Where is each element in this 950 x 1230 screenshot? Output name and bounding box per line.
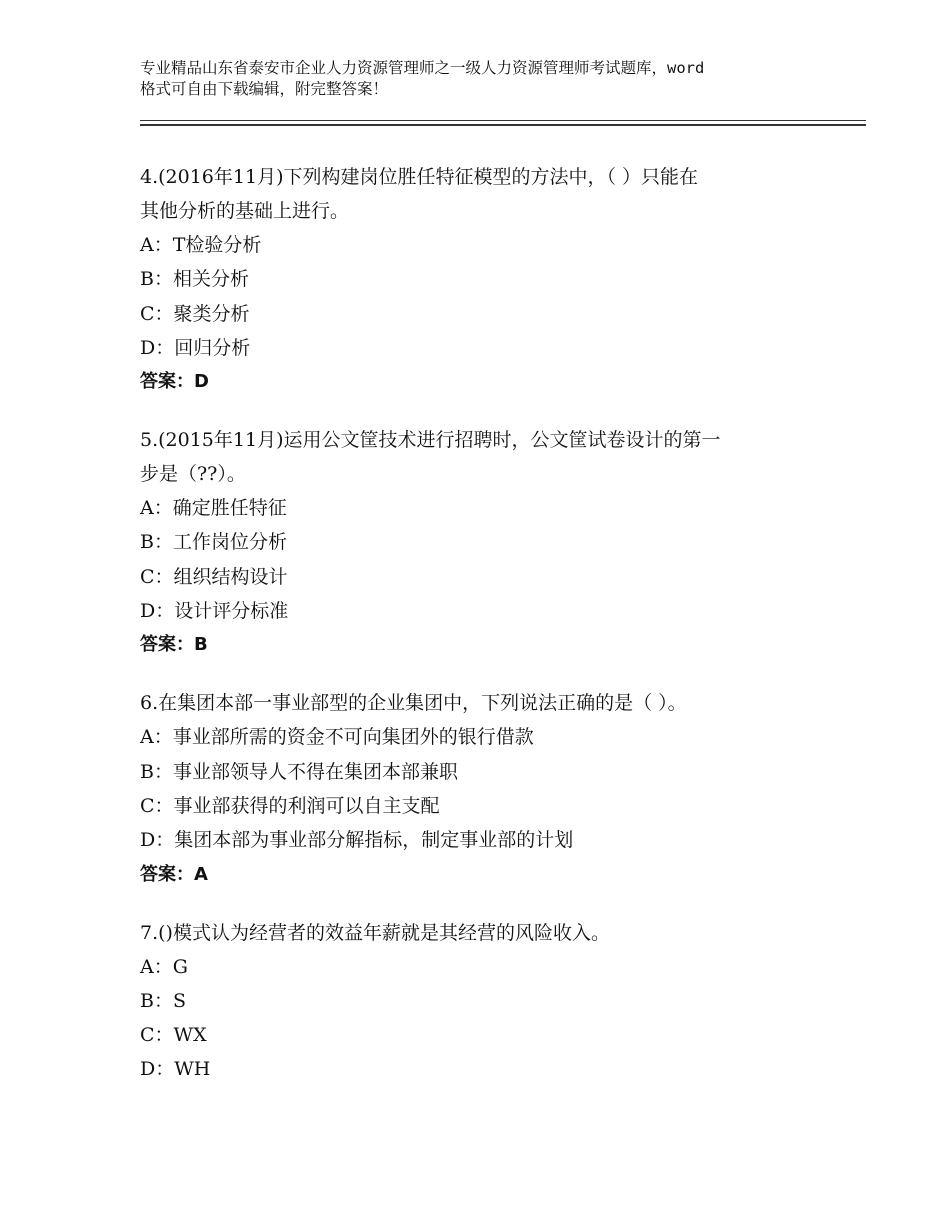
- question-stem: [140, 916, 830, 950]
- option-d: D：设计评分标准: [140, 600, 289, 623]
- stem-line: 其他分析的基础上进行。: [140, 200, 350, 222]
- stem-line: 步是（??）。: [140, 463, 246, 486]
- option-c: C：WX: [140, 1024, 207, 1047]
- header-title-line-1: 专业精品山东省泰安市企业人力资源管理师之一级人力资源管理师考试题库，word: [140, 59, 705, 77]
- answer-line: 答案：B: [140, 634, 208, 656]
- option-b: B：相关分析: [140, 268, 249, 291]
- question-4: [140, 160, 830, 399]
- question-list: [140, 160, 830, 1111]
- question-stem: [140, 160, 830, 228]
- option-c: C：组织结构设计: [140, 565, 288, 588]
- header-divider: [140, 120, 866, 126]
- stem-line: 7.()模式认为经营者的效益年薪就是其经营的风险收入。: [140, 921, 610, 944]
- stem-line: 5.(2015年11月)运用公文筐技术进行招聘时，公文筐试卷设计的第一: [140, 429, 721, 452]
- answer-line: 答案：A: [140, 863, 208, 885]
- question-stem: [140, 686, 830, 720]
- stem-line: 4.(2016年11月)下列构建岗位胜任特征模型的方法中，（ ）只能在: [140, 166, 699, 188]
- option-d: D：集团本部为事业部分解指标，制定事业部的计划: [140, 829, 574, 852]
- option-c: C：聚类分析: [140, 302, 250, 325]
- option-a: A：T检验分析: [140, 234, 262, 256]
- option-b: B：事业部领导人不得在集团本部兼职: [140, 760, 458, 783]
- question-7: [140, 916, 830, 1087]
- option-c: C：事业部获得的利润可以自主支配: [140, 794, 440, 817]
- question-stem: [140, 423, 830, 491]
- stem-line: 6.在集团本部一事业部型的企业集团中，下列说法正确的是（ ）。: [140, 692, 687, 715]
- option-d: D：WH: [140, 1058, 211, 1081]
- question-6: [140, 686, 830, 891]
- option-b: B：工作岗位分析: [140, 531, 287, 554]
- option-d: D：回归分析: [140, 336, 251, 359]
- question-5: [140, 423, 830, 662]
- option-a: A：事业部所需的资金不可向集团外的银行借款: [140, 726, 534, 749]
- header-title-line-2: 格式可自由下载编辑，附完整答案！: [140, 80, 389, 98]
- option-a: A：G: [140, 955, 188, 978]
- document-header: [140, 58, 860, 100]
- answer-line: 答案：D: [140, 371, 209, 393]
- option-b: B：S: [140, 989, 186, 1012]
- option-a: A：确定胜任特征: [140, 497, 287, 520]
